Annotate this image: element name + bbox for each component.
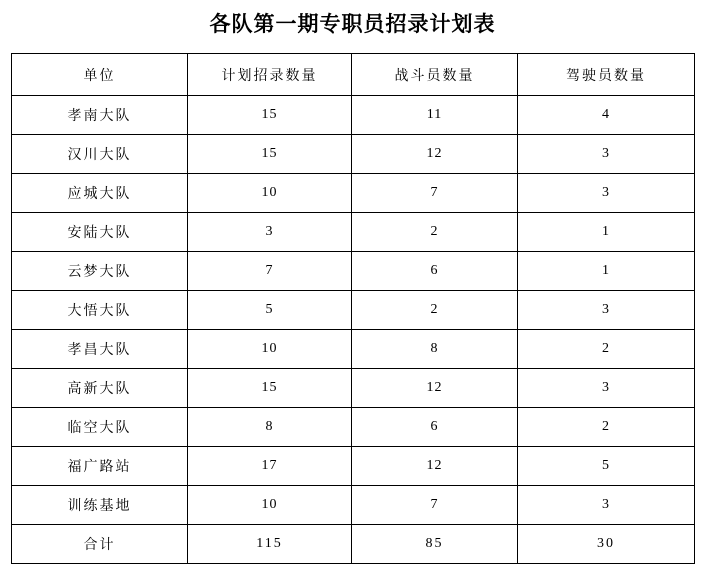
cell-plan: 10 [188,486,352,525]
table-row [12,486,695,525]
cell-plan: 3 [188,213,352,252]
cell-drivers: 3 [518,486,695,525]
cell-fighters: 7 [352,486,518,525]
column-header-unit: 单位 [12,54,188,96]
table-row [12,369,695,408]
cell-unit: 汉川大队 [12,135,188,174]
table-row [12,96,695,135]
recruitment-plan-table-container [11,53,694,564]
table-row [12,213,695,252]
cell-fighters: 12 [352,369,518,408]
cell-total-drivers: 30 [518,525,695,564]
cell-unit: 云梦大队 [12,252,188,291]
table-header-row [12,54,695,96]
cell-drivers: 3 [518,291,695,330]
cell-unit: 大悟大队 [12,291,188,330]
cell-fighters: 2 [352,213,518,252]
cell-plan: 8 [188,408,352,447]
table-row [12,408,695,447]
cell-unit: 福广路站 [12,447,188,486]
cell-drivers: 5 [518,447,695,486]
cell-unit: 孝南大队 [12,96,188,135]
column-header-plan: 计划招录数量 [188,54,352,96]
column-header-fighters: 战斗员数量 [352,54,518,96]
cell-fighters: 6 [352,252,518,291]
table-total-row [12,525,695,564]
cell-unit: 应城大队 [12,174,188,213]
table-row [12,252,695,291]
cell-total-plan: 115 [188,525,352,564]
table-row [12,291,695,330]
cell-drivers: 3 [518,135,695,174]
cell-fighters: 12 [352,135,518,174]
cell-fighters: 6 [352,408,518,447]
table-row [12,330,695,369]
cell-plan: 5 [188,291,352,330]
table-row [12,174,695,213]
cell-unit: 临空大队 [12,408,188,447]
cell-unit: 孝昌大队 [12,330,188,369]
cell-unit: 安陆大队 [12,213,188,252]
cell-fighters: 2 [352,291,518,330]
cell-fighters: 8 [352,330,518,369]
cell-plan: 17 [188,447,352,486]
cell-plan: 15 [188,135,352,174]
cell-plan: 10 [188,174,352,213]
cell-drivers: 1 [518,252,695,291]
cell-total-label: 合计 [12,525,188,564]
cell-plan: 15 [188,369,352,408]
cell-drivers: 2 [518,330,695,369]
table-row [12,135,695,174]
column-header-drivers: 驾驶员数量 [518,54,695,96]
cell-plan: 7 [188,252,352,291]
cell-plan: 10 [188,330,352,369]
cell-drivers: 2 [518,408,695,447]
cell-drivers: 1 [518,213,695,252]
cell-drivers: 3 [518,369,695,408]
table-row [12,447,695,486]
cell-unit: 训练基地 [12,486,188,525]
page-title: 各队第一期专职员招录计划表 [209,12,496,36]
cell-fighters: 7 [352,174,518,213]
cell-total-fighters: 85 [352,525,518,564]
recruitment-plan-table [11,53,695,564]
cell-fighters: 12 [352,447,518,486]
cell-drivers: 4 [518,96,695,135]
cell-plan: 15 [188,96,352,135]
cell-unit: 高新大队 [12,369,188,408]
cell-fighters: 11 [352,96,518,135]
cell-drivers: 3 [518,174,695,213]
